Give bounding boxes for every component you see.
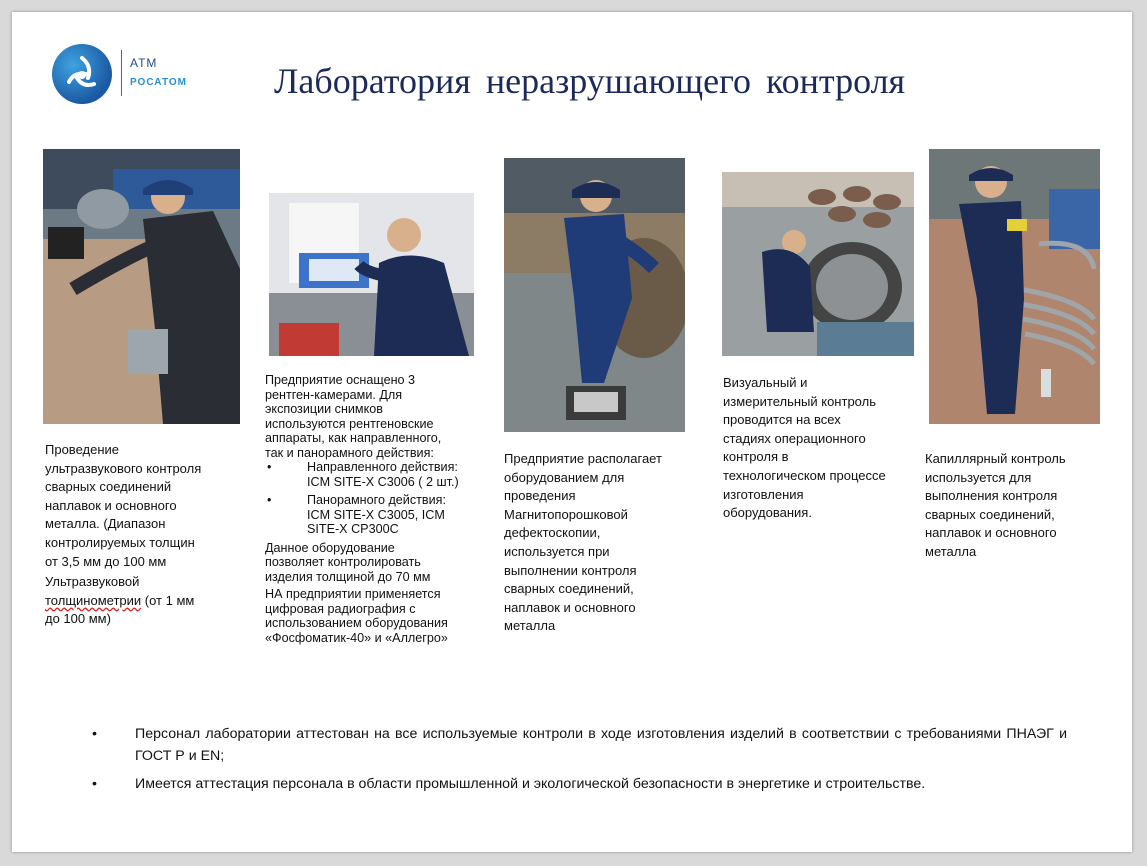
text-line: Направленного действия: bbox=[307, 460, 458, 474]
rosatom-logo-icon bbox=[52, 44, 112, 104]
list-item bbox=[92, 773, 1067, 795]
text-line: наплавок и основного bbox=[925, 525, 1057, 541]
text-line: экспозиции снимков bbox=[265, 402, 383, 416]
text-line bbox=[45, 592, 245, 611]
list-item bbox=[92, 723, 1067, 767]
text-line: используется для bbox=[925, 469, 1032, 485]
text-line: сварных соединений, bbox=[925, 506, 1055, 522]
equipment-list bbox=[265, 460, 490, 537]
slide bbox=[12, 12, 1132, 852]
text-line: аппараты, как направленного, bbox=[265, 431, 442, 445]
text-line: сварных соединений, bbox=[504, 581, 634, 597]
ultrasonic-inspection-photo bbox=[43, 149, 240, 424]
text-line: контроля в bbox=[723, 449, 789, 465]
text-fragment: (от 1 мм bbox=[141, 592, 195, 608]
text-line: изделия толщиной до 70 мм bbox=[265, 569, 431, 584]
logo-divider bbox=[121, 50, 122, 96]
text-line: SITE-X CP300C bbox=[307, 522, 399, 536]
text-line: до 100 мм) bbox=[45, 611, 111, 627]
penetrant-description bbox=[925, 450, 1115, 562]
company-logo bbox=[52, 44, 212, 110]
text-line: стадиях операционного bbox=[723, 430, 866, 446]
text-line: Данное оборудование bbox=[265, 540, 395, 555]
text-line: наплавок и основного bbox=[504, 599, 636, 615]
text-line: Предприятие оснащено 3 bbox=[265, 373, 416, 387]
text-line: выполнения контроля bbox=[925, 488, 1058, 504]
text-line: от 3,5 мм до 100 мм bbox=[45, 553, 167, 569]
text-line: контролируемых толщин bbox=[45, 534, 195, 550]
bullet-icon: • bbox=[267, 460, 272, 474]
logo-text-rosatom: РОСАТОМ bbox=[130, 77, 187, 88]
text-line: Панорамного действия: bbox=[307, 493, 446, 507]
text-line: Капиллярный контроль bbox=[925, 451, 1066, 466]
text-line: технологическом процессе bbox=[723, 467, 886, 483]
text-line: измерительный контроль bbox=[723, 393, 876, 409]
text-line: металла bbox=[925, 543, 977, 559]
text-line: наплавок и основного bbox=[45, 497, 177, 513]
spellcheck-word: толщинометрии bbox=[45, 592, 142, 608]
list-item-text: Имеется аттестация персонала в области промышленной и экологической безопасности в энергетике и строительстве. bbox=[135, 776, 926, 792]
magnetic-description bbox=[504, 450, 694, 636]
certification-list bbox=[92, 723, 1067, 795]
bullet-icon: • bbox=[92, 776, 97, 792]
list-item bbox=[265, 460, 490, 489]
text-line: сварных соединений bbox=[45, 479, 172, 495]
ultrasonic-description bbox=[45, 441, 245, 629]
text-line: Магнитопорошковой bbox=[504, 506, 628, 522]
text-line: металла bbox=[504, 618, 556, 634]
bullet-icon: • bbox=[267, 493, 272, 507]
text-line: Проведение bbox=[45, 442, 119, 457]
text-line: проводится на всех bbox=[723, 412, 841, 428]
radiography-description bbox=[265, 373, 490, 645]
text-line: использованием оборудования bbox=[265, 616, 448, 630]
text-line: изготовления bbox=[723, 486, 804, 502]
text-line: используются рентгеновские bbox=[265, 416, 434, 431]
text-line: Предприятие располагает bbox=[504, 451, 662, 466]
text-line: оборудования. bbox=[723, 505, 812, 521]
logo-text-atm: АТМ bbox=[130, 56, 158, 70]
magnetic-particle-inspection-photo bbox=[504, 158, 685, 432]
list-item-text: Персонал лаборатории аттестован на все используемые контроли в ходе изготовления изделий в соответствии с требованиями ПНАЭГ и ГОСТ Р и EN; bbox=[135, 726, 1067, 764]
text-line: ICM SITE-X C3006 ( 2 шт.) bbox=[307, 474, 459, 489]
text-line: так и панорамного действия: bbox=[265, 445, 434, 460]
page-title: Лаборатория неразрушающего контроля bbox=[274, 61, 906, 101]
text-line: Ультразвуковой bbox=[45, 574, 140, 590]
text-line: «Фосфоматик-40» и «Аллегро» bbox=[265, 630, 448, 645]
text-line: металла. (Диапазон bbox=[45, 516, 166, 532]
radiography-photo bbox=[269, 193, 474, 356]
penetrant-testing-photo bbox=[929, 149, 1100, 424]
text-line: проведения bbox=[504, 488, 576, 504]
text-line: рентген-камерами. Для bbox=[265, 387, 403, 402]
list-item bbox=[265, 493, 490, 537]
visual-inspection-photo bbox=[722, 172, 914, 356]
text-line: дефектоскопии, bbox=[504, 525, 601, 541]
bullet-icon: • bbox=[92, 726, 97, 742]
text-line: позволяет контролировать bbox=[265, 555, 421, 569]
visual-description bbox=[723, 374, 918, 523]
text-line: цифровая радиография с bbox=[265, 601, 416, 616]
text-line: ICM SITE-X C3005, ICM bbox=[307, 507, 445, 522]
text-line: используется при bbox=[504, 543, 610, 559]
text-line: оборудованием для bbox=[504, 469, 625, 485]
text-line: НА предприятии применяется bbox=[265, 587, 441, 601]
text-line: Визуальный и bbox=[723, 375, 808, 390]
text-line: выполнении контроля bbox=[504, 562, 637, 578]
text-line: ультразвукового контроля bbox=[45, 460, 202, 476]
